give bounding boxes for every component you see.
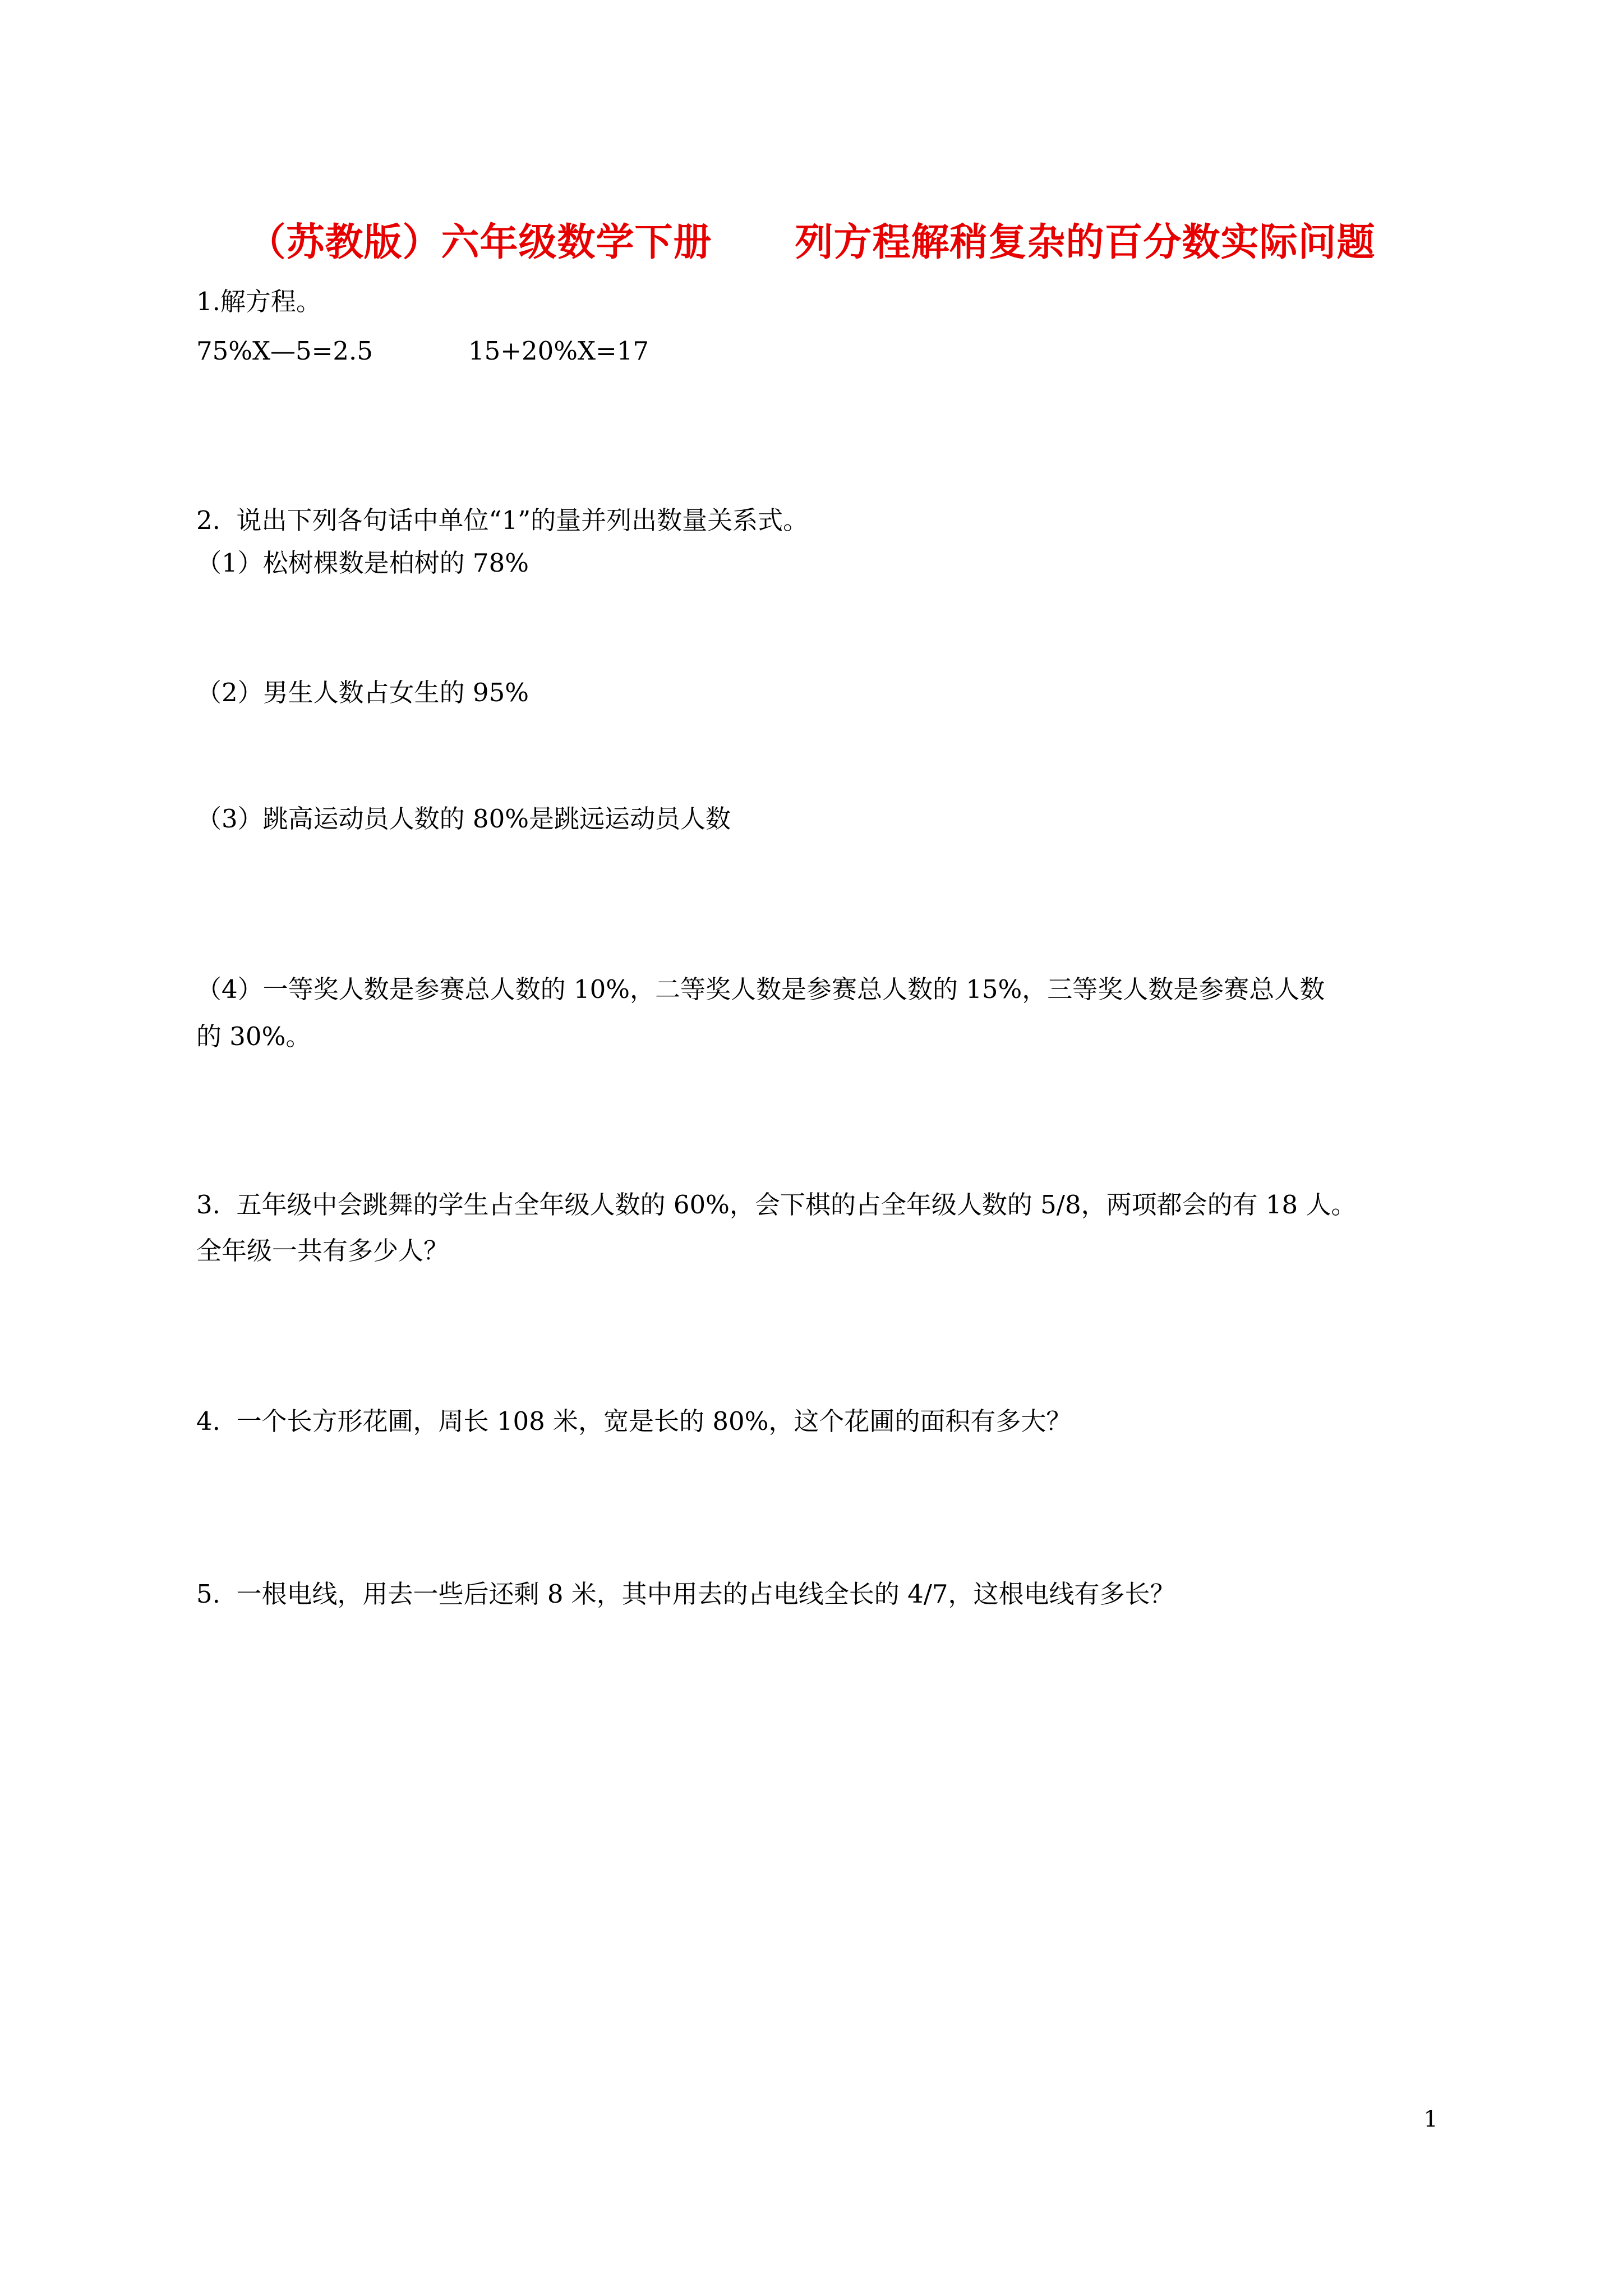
question-2-item-2: （2）男生人数占女生的 95% xyxy=(196,678,529,707)
page-title: （苏教版）六年级数学下册 列方程解稍复杂的百分数实际问题 xyxy=(247,220,1376,265)
equation-2: 15+20%X=17 xyxy=(468,336,649,366)
question-2-item-4-continued: 的 30%。 xyxy=(196,1022,311,1051)
question-2-item-4: （4）一等奖人数是参赛总人数的 10%，二等奖人数是参赛总人数的 15%，三等奖人数是参赛总人数 xyxy=(196,974,1325,1004)
question-2-item-3: （3）跳高运动员人数的 80%是跳远运动员人数 xyxy=(196,804,731,834)
question-2-item-1: （1）松树棵数是柏树的 78% xyxy=(196,548,529,578)
page-number: 1 xyxy=(1423,2106,1438,2132)
question-1-heading: 1.解方程。 xyxy=(196,287,321,316)
equation-1: 75%X—5=2.5 xyxy=(196,336,373,366)
question-3-line-1: 3. 五年级中会跳舞的学生占全年级人数的 60%，会下棋的占全年级人数的 5/8，两项都会的有 18 人。 xyxy=(196,1190,1357,1220)
question-3-line-2: 全年级一共有多少人？ xyxy=(196,1236,449,1266)
question-4: 4. 一个长方形花圃，周长 108 米，宽是长的 80%，这个花圃的面积有多大？ xyxy=(196,1406,1072,1436)
question-2-heading: 2. 说出下列各句话中单位“1”的量并列出数量关系式。 xyxy=(196,505,809,535)
question-5: 5. 一根电线，用去一些后还剩 8 米，其中用去的占电线全长的 4/7，这根电线有多长？ xyxy=(196,1579,1175,1609)
